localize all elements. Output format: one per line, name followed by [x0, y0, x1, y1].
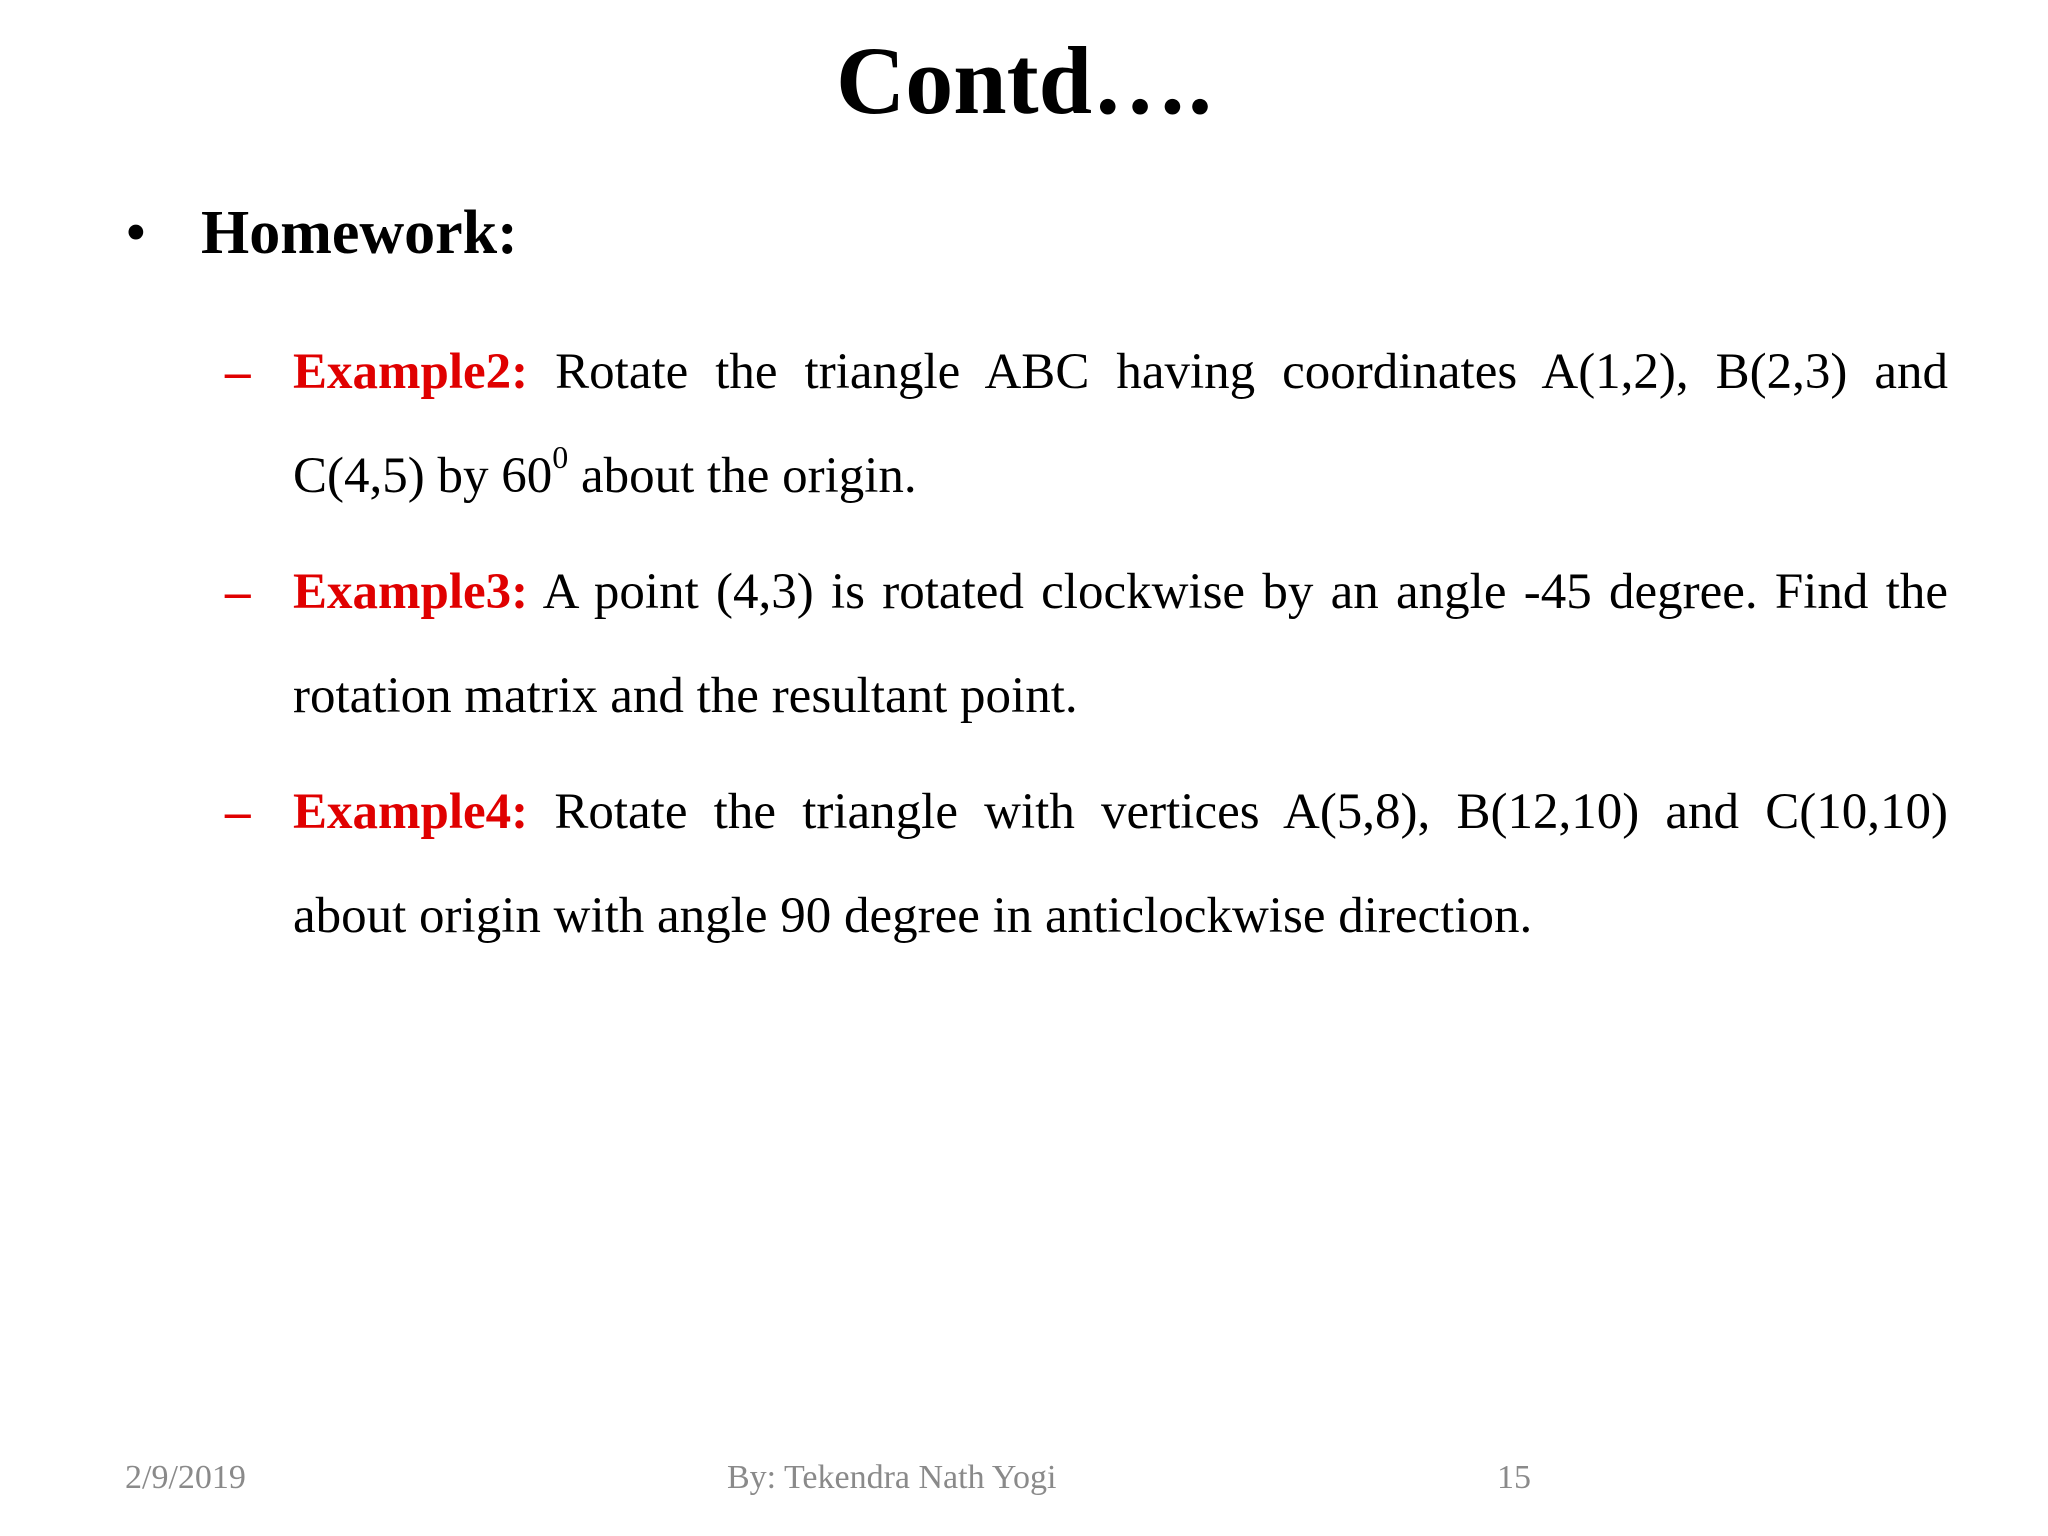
footer-author: By: Tekendra Nath Yogi [727, 1459, 1057, 1496]
example2-label: Example2: [293, 344, 529, 400]
dash-marker: – [225, 344, 251, 400]
example3-item [225, 540, 1948, 748]
dash-marker: – [225, 784, 251, 840]
footer-date: 2/9/2019 [125, 1459, 246, 1496]
degree-superscript: 0 [552, 439, 569, 475]
example4-text: Rotate the triangle with vertices A(5,8), B(12,10) and C(10,10) about origin with angle 90 degree in anticlockwise direction. [293, 784, 1948, 944]
example4-label: Example4: [293, 784, 529, 840]
example4-item [225, 760, 1948, 968]
example2-text-end: about the origin. [568, 448, 917, 504]
dash-marker: – [225, 564, 251, 620]
footer-page-number: 15 [1497, 1459, 1531, 1496]
bullet-symbol: • [125, 199, 147, 267]
example3-text: A point (4,3) is rotated clockwise by an angle -45 degree. Find the rotation matrix and the resultant point. [293, 564, 1948, 724]
slide-title: Contd…. [835, 27, 1213, 134]
example3-label: Example3: [293, 564, 529, 620]
homework-bullet [125, 196, 518, 270]
example2-text: Rotate the triangle ABC having coordinates A(1,2), B(2,3) and C(4,5) by 60 [293, 344, 1948, 504]
homework-heading: Homework: [201, 199, 518, 267]
example-list [225, 320, 1948, 980]
example2-item [225, 320, 1948, 528]
